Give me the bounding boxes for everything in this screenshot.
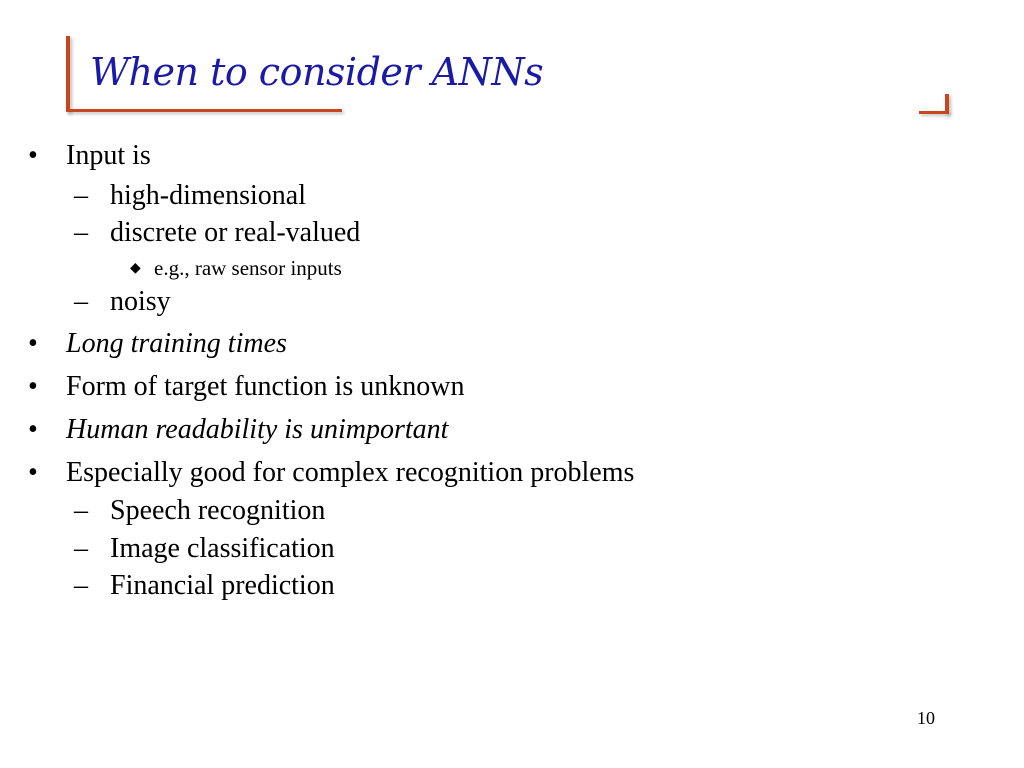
dash-icon: – [74,286,88,317]
dash-icon: – [74,495,88,526]
bullet-dot-icon: • [28,457,38,488]
bullet-text: Especially good for complex recognition problems [66,457,635,488]
bullet-dot-icon: • [28,414,38,445]
bullet-item-human-readability [28,414,448,446]
dash-icon: – [74,180,88,211]
title-frame-underline [66,109,342,112]
sub-bullet-high-dimensional [74,180,306,212]
sub-bullet-text: discrete or real-valued [110,217,361,248]
diamond-icon: ◆ [130,261,141,276]
title-frame-corner-horizontal [919,111,949,114]
sub-bullet-noisy [74,286,171,318]
sub-bullet-text: Speech recognition [110,495,326,526]
bullet-dot-icon: • [28,328,38,359]
dash-icon: – [74,217,88,248]
dash-icon: – [74,570,88,601]
bullet-text: Input is [66,140,151,171]
bullet-dot-icon: • [28,371,38,402]
bullet-text: Human readability is unimportant [66,414,449,445]
sub-bullet-discrete-real [74,217,360,249]
sub-bullet-speech-recognition [74,495,325,527]
sub-bullet-text: high-dimensional [110,180,306,211]
title-frame-left-bar [66,36,70,112]
sub-sub-bullet-sensor-inputs [130,256,342,281]
sub-bullet-image-classification [74,533,335,565]
page-number: 10 [917,708,935,728]
bullet-item-training-times [28,328,287,360]
bullet-dot-icon: • [28,140,38,171]
sub-bullet-financial-prediction [74,570,335,602]
sub-sub-bullet-text: e.g., raw sensor inputs [154,256,342,280]
bullet-item-target-function [28,371,464,403]
sub-bullet-text: Financial prediction [110,570,335,601]
bullet-text: Long training times [66,328,287,359]
slide-title: When to consider ANNs [90,50,544,94]
bullet-item-input [28,140,151,172]
dash-icon: – [74,533,88,564]
bullet-item-recognition-problems [28,457,634,489]
bullet-text: Form of target function is unknown [66,371,465,402]
sub-bullet-text: noisy [110,286,171,317]
sub-bullet-text: Image classification [110,533,335,564]
